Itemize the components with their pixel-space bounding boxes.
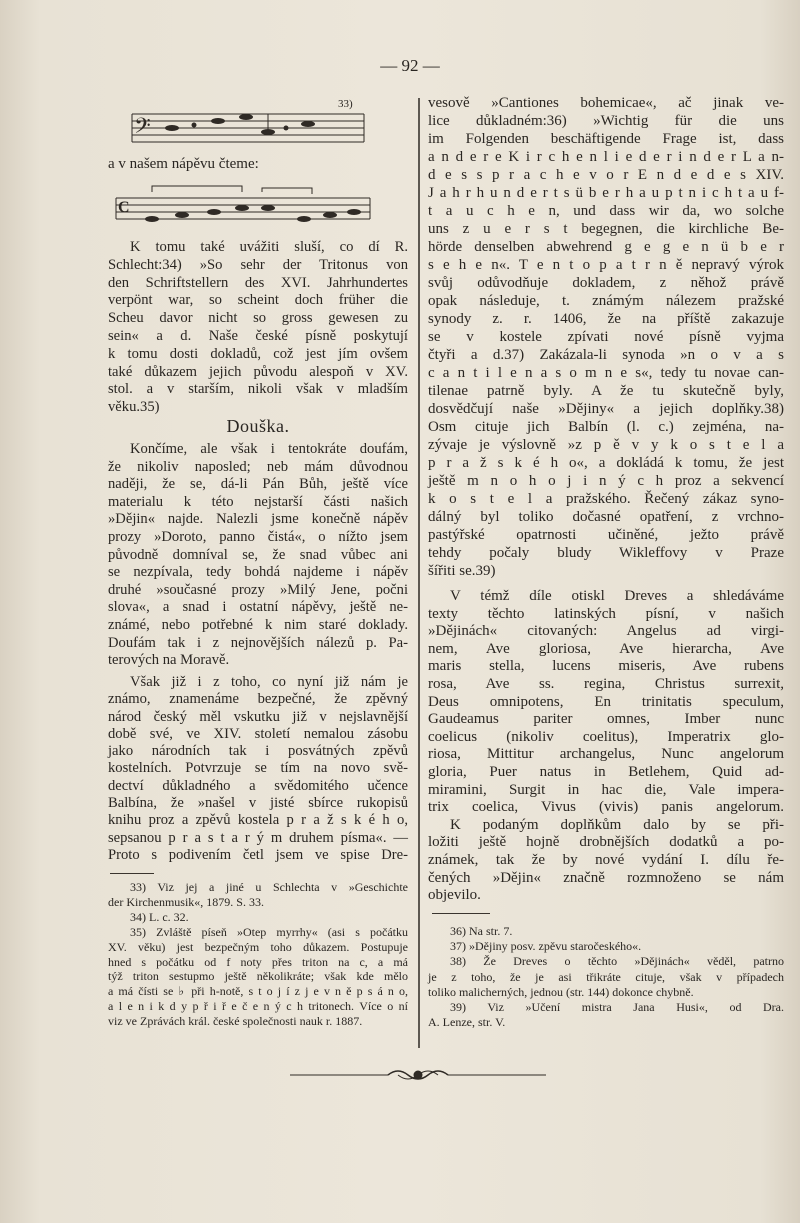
text-line: naději, že se, dá-li Pán Bůh, ještě více: [108, 476, 408, 493]
text-line: svůj odůvodňuje dokladem, z něhož právě: [428, 275, 784, 291]
text-line: známo, znamenáme bezpečné, že zpěvný: [108, 691, 408, 708]
text-line: vesově »Cantiones bohemicae«, ač jinak ve-: [428, 95, 784, 111]
footnote-line: viz ve Zprávách král. české společnosti nauk r. 1887.: [108, 1014, 363, 1029]
text-line: národ český měl vskutku již v nejslavnější: [108, 708, 408, 725]
text-line: zývaje je výslovně »z p ě v y k o s t e l a: [428, 437, 784, 453]
text-line: rosa, Ave ss. regina, Christus surrexit,: [428, 675, 784, 692]
text-line: Proto s podivením četl jsem ve spise Dre-: [108, 846, 408, 863]
right-footnotes: [428, 924, 784, 1030]
text-line: věku.35): [108, 399, 160, 416]
text-line: sepsanou p r a s t a r ý m druhem písma«. —: [108, 829, 408, 846]
footnote-divider: [110, 873, 154, 874]
footnote-ref-33: 33): [338, 98, 353, 110]
text-line: Schlecht:34) »So sehr der Tritonus von: [108, 256, 408, 273]
footnote-line: 38) Že Dreves o těchto »Dějinách« věděl, patrno: [450, 954, 784, 969]
text-line: gloria, Puer natus in Betlehem, Quid ad-: [428, 763, 784, 780]
footnote-line: A. Lenze, str. V.: [428, 1015, 506, 1030]
text-line: tehdy počaly bludy Wikleffovy v Praze: [428, 545, 784, 561]
c-clef-icon: C: [118, 199, 130, 216]
text-line: terových na Moravě.: [108, 652, 230, 669]
text-line: hörde denselben abwehrend g e g e n ü b e r: [428, 239, 784, 255]
text-line: známé, nebo potřebné k nim staré doklady.: [108, 616, 408, 633]
text-line: materialu k této nejstarší části našich: [108, 493, 408, 510]
music-example-1: [128, 104, 368, 150]
footnote-line: toliko malicherných, jednou (str. 144) dokonce chybně.: [428, 984, 694, 999]
text-line: »Dějin« najde. Nalezli jsme konečně nápěv: [108, 511, 408, 528]
text-line: Gaudeamus pariter omnes, Imber nunc: [428, 711, 784, 728]
text-line: K tomu také uvážiti sluší, co dí R.: [130, 239, 408, 255]
text-line: kostelních. Potvrzuje se tím na novo svě-: [108, 760, 408, 777]
text-line: tilenae patrně byly. A že tu skutečně byly,: [428, 383, 784, 399]
footnote-line: 36) Na str. 7.: [450, 924, 513, 938]
text-line: objevilo.: [428, 887, 481, 904]
text-line: známek, tak že by nové vydání I. dílu ře-: [428, 851, 784, 868]
section-heading: Douška.: [226, 416, 290, 436]
bass-clef-icon: 𝄢: [134, 114, 151, 144]
text-line: K podaným doplňkům dalo by se při-: [450, 816, 784, 833]
text-line: verpönt war, so scheint doch früher die: [108, 292, 408, 309]
text-line: texty těchto latinských písní, v našich: [428, 605, 784, 622]
text-line: k o s t e l a pražského. Řečený zákaz syno-: [428, 491, 784, 507]
text-line: d e s s p r a c h e v o r E n d e d e s XIV.: [428, 167, 784, 183]
column-divider: [418, 98, 420, 1048]
text-line: ještě m n o h o j i n ý c h proz a sekvencí: [428, 473, 784, 489]
text-line: Deus omnipotens, En trinitatis speculum,: [428, 693, 784, 710]
text-line: dálný byl toliko dočasné opatření, z vrchno-: [428, 509, 784, 525]
footnote-line: hned s počátku od f noty přes triton na c, a má: [108, 954, 408, 969]
footnote-line: 39) Viz »Učení mistra Jana Husi«, od Dra.: [450, 1000, 784, 1015]
text-line: stol. a v starším, nikoli však v mladším: [108, 381, 408, 398]
music-caption: a v našem nápěvu čteme:: [108, 156, 259, 172]
footnote-line: a l e n i k d y p ř i ř e č e n ý c h tritonech. Více o ní: [108, 999, 408, 1014]
text-line: uns z u e r s t begegnen, die kirchliche Be-: [428, 221, 784, 237]
text-line: Doufám tak i z nejnovějších nálezů p. Pa-: [108, 634, 408, 651]
text-line: Scheu davor nicht so gross gewesen zu: [108, 310, 408, 327]
footnote-divider: [432, 913, 490, 914]
text-line: jako národních tak i posvátných zpěvů: [108, 743, 408, 760]
text-line: riosa, Mittitur archangelus, Nunc angelorum: [428, 746, 784, 763]
footnote-line: 37) »Dějiny posv. zpěvu staročeského«.: [450, 939, 642, 954]
text-line: době své, ve XIV. století nemalou zásobu: [108, 725, 408, 742]
text-line: nem, Ave gloriosa, Ave hierarcha, Ave: [428, 640, 784, 657]
text-line: prozy »Doroto, panno čistá«, o nížto jsem: [108, 528, 408, 545]
right-paragraph-1: [428, 94, 784, 580]
text-line: že nikoliv naposled; neb mám důvodnou: [108, 458, 408, 475]
text-line: den Schriftstellern des XVI. Jahrhundertes: [108, 274, 408, 291]
right-paragraph-2: [428, 588, 784, 905]
text-line: t a u c h e n, und dass wir da, wo solche: [428, 203, 784, 219]
footnote-line: a má čísti se ♭ při h-notě, s t o j í z j e v n ě p s á n o,: [108, 984, 408, 999]
text-line: a n d e r e K i r c h e n l i e d e r i n d e r L a n-: [428, 149, 784, 165]
footnote-line: týž triton sestupmo ještě několikráte; však kde mělo: [108, 969, 408, 984]
text-line: se nezpívala, tedy bohdá najdeme i nápěv: [108, 564, 408, 581]
text-line: Však již i z toho, co nyní již nám je: [130, 674, 408, 690]
text-line: im Folgenden beschäftigende Frage ist, dass: [428, 131, 784, 147]
text-line: opak následuje, t. známým nálezem pražské: [428, 293, 784, 309]
footnote-line: XV. věku) jest bezpečným toho důkazem. Postupuje: [108, 939, 408, 954]
text-line: šířiti se.39): [428, 563, 496, 579]
text-line: s e h e n«. T e n t o p a t r n ě nepravý výrok: [428, 257, 784, 273]
text-line: c a n t i l e n a s o m n e s«, tedy tu novae can-: [428, 365, 784, 381]
music-example-2: [112, 182, 374, 230]
text-line: také důkazem jejich původu alespoň v XV.: [108, 363, 408, 380]
text-line: maris stella, lucens miseris, Ave rubens: [428, 658, 784, 675]
text-line: p r a ž s k é h o«, a dokládá k tomu, že jest: [428, 455, 784, 471]
left-paragraph-1: [108, 239, 408, 417]
text-line: pastýřské opatrnosti učiněné, ježto právě: [428, 527, 784, 543]
text-line: synody z. r. 1406, že na příště zakazuje: [428, 311, 784, 327]
text-line: Osm cituje jich Balbín (l. c.) zejména, na-: [428, 419, 784, 435]
footnote-line: 33) Viz jej a jiné u Schlechta v »Geschichte: [130, 880, 408, 894]
text-line: dectví důkladného a svědomitého učence: [108, 777, 408, 794]
text-line: čtyři a d.37) Zakázala-li synoda »n o v a s: [428, 347, 784, 363]
text-line: původně domníval se, že snad vůbec ani: [108, 546, 408, 563]
text-line: »Dějinách« citovaných: Angelus ad virgi-: [428, 623, 784, 640]
ornament-divider: [288, 1062, 548, 1088]
text-line: Balbína, že »našel v jisté sbírce rukopisů: [108, 795, 408, 812]
text-line: J a h r h u n d e r t s ü b e r h a u p t n i c h t a u f-: [428, 185, 784, 201]
footnote-line: 34) L. c. 32.: [130, 909, 189, 924]
left-paragraph-2: [108, 441, 408, 670]
text-line: coelicus (nikoliv coelitus), Imperatrix glo-: [428, 728, 784, 745]
text-line: druhé »současné prozy »Milý Jene, počni: [108, 581, 408, 598]
text-line: čených »Dějin« značně rozmnoženo se nám: [428, 869, 784, 886]
text-line: miramini, Surgit in hac die, Vale impera-: [428, 781, 784, 798]
text-line: sein« a d. Naše české písně poskytují: [108, 327, 408, 344]
footnote-line: 35) Zvláště píseň »Otep myrrhy« (asi s počátku: [130, 924, 408, 939]
text-line: dosvědčují naše »Dějiny« a jejich doplňky.38): [428, 401, 784, 417]
text-line: knihu proz a zpěvů kostela p r a ž s k é h o,: [108, 812, 408, 829]
left-paragraph-3: [108, 674, 408, 864]
text-line: slova«, a snad i ostatní nápěvy, ještě ne-: [108, 599, 408, 616]
footnote-line: je z toho, že je asi třikráte cituje, však v případech: [428, 969, 784, 984]
text-line: trix coelica, Vivus (vivis) panis angelorum.: [428, 799, 784, 816]
text-line: V témž díle otiskl Dreves a shledáváme: [450, 588, 784, 604]
text-line: Končíme, ale však i tentokráte doufám,: [130, 441, 408, 457]
page-number: — 92 —: [380, 56, 440, 75]
text-line: se v kostele zpívati nové písně vyjma: [428, 329, 784, 345]
left-footnotes: [108, 880, 408, 1029]
text-line: ložiti ještě hojně drobnějších dodatků a po-: [428, 834, 784, 851]
footnote-line: der Kirchenmusik«, 1879. S. 33.: [108, 894, 264, 909]
text-line: lice důkladném:36) »Wichtig für die uns: [428, 113, 784, 129]
text-line: k tomu dosti dokladů, což jest jím ovšem: [108, 345, 408, 362]
